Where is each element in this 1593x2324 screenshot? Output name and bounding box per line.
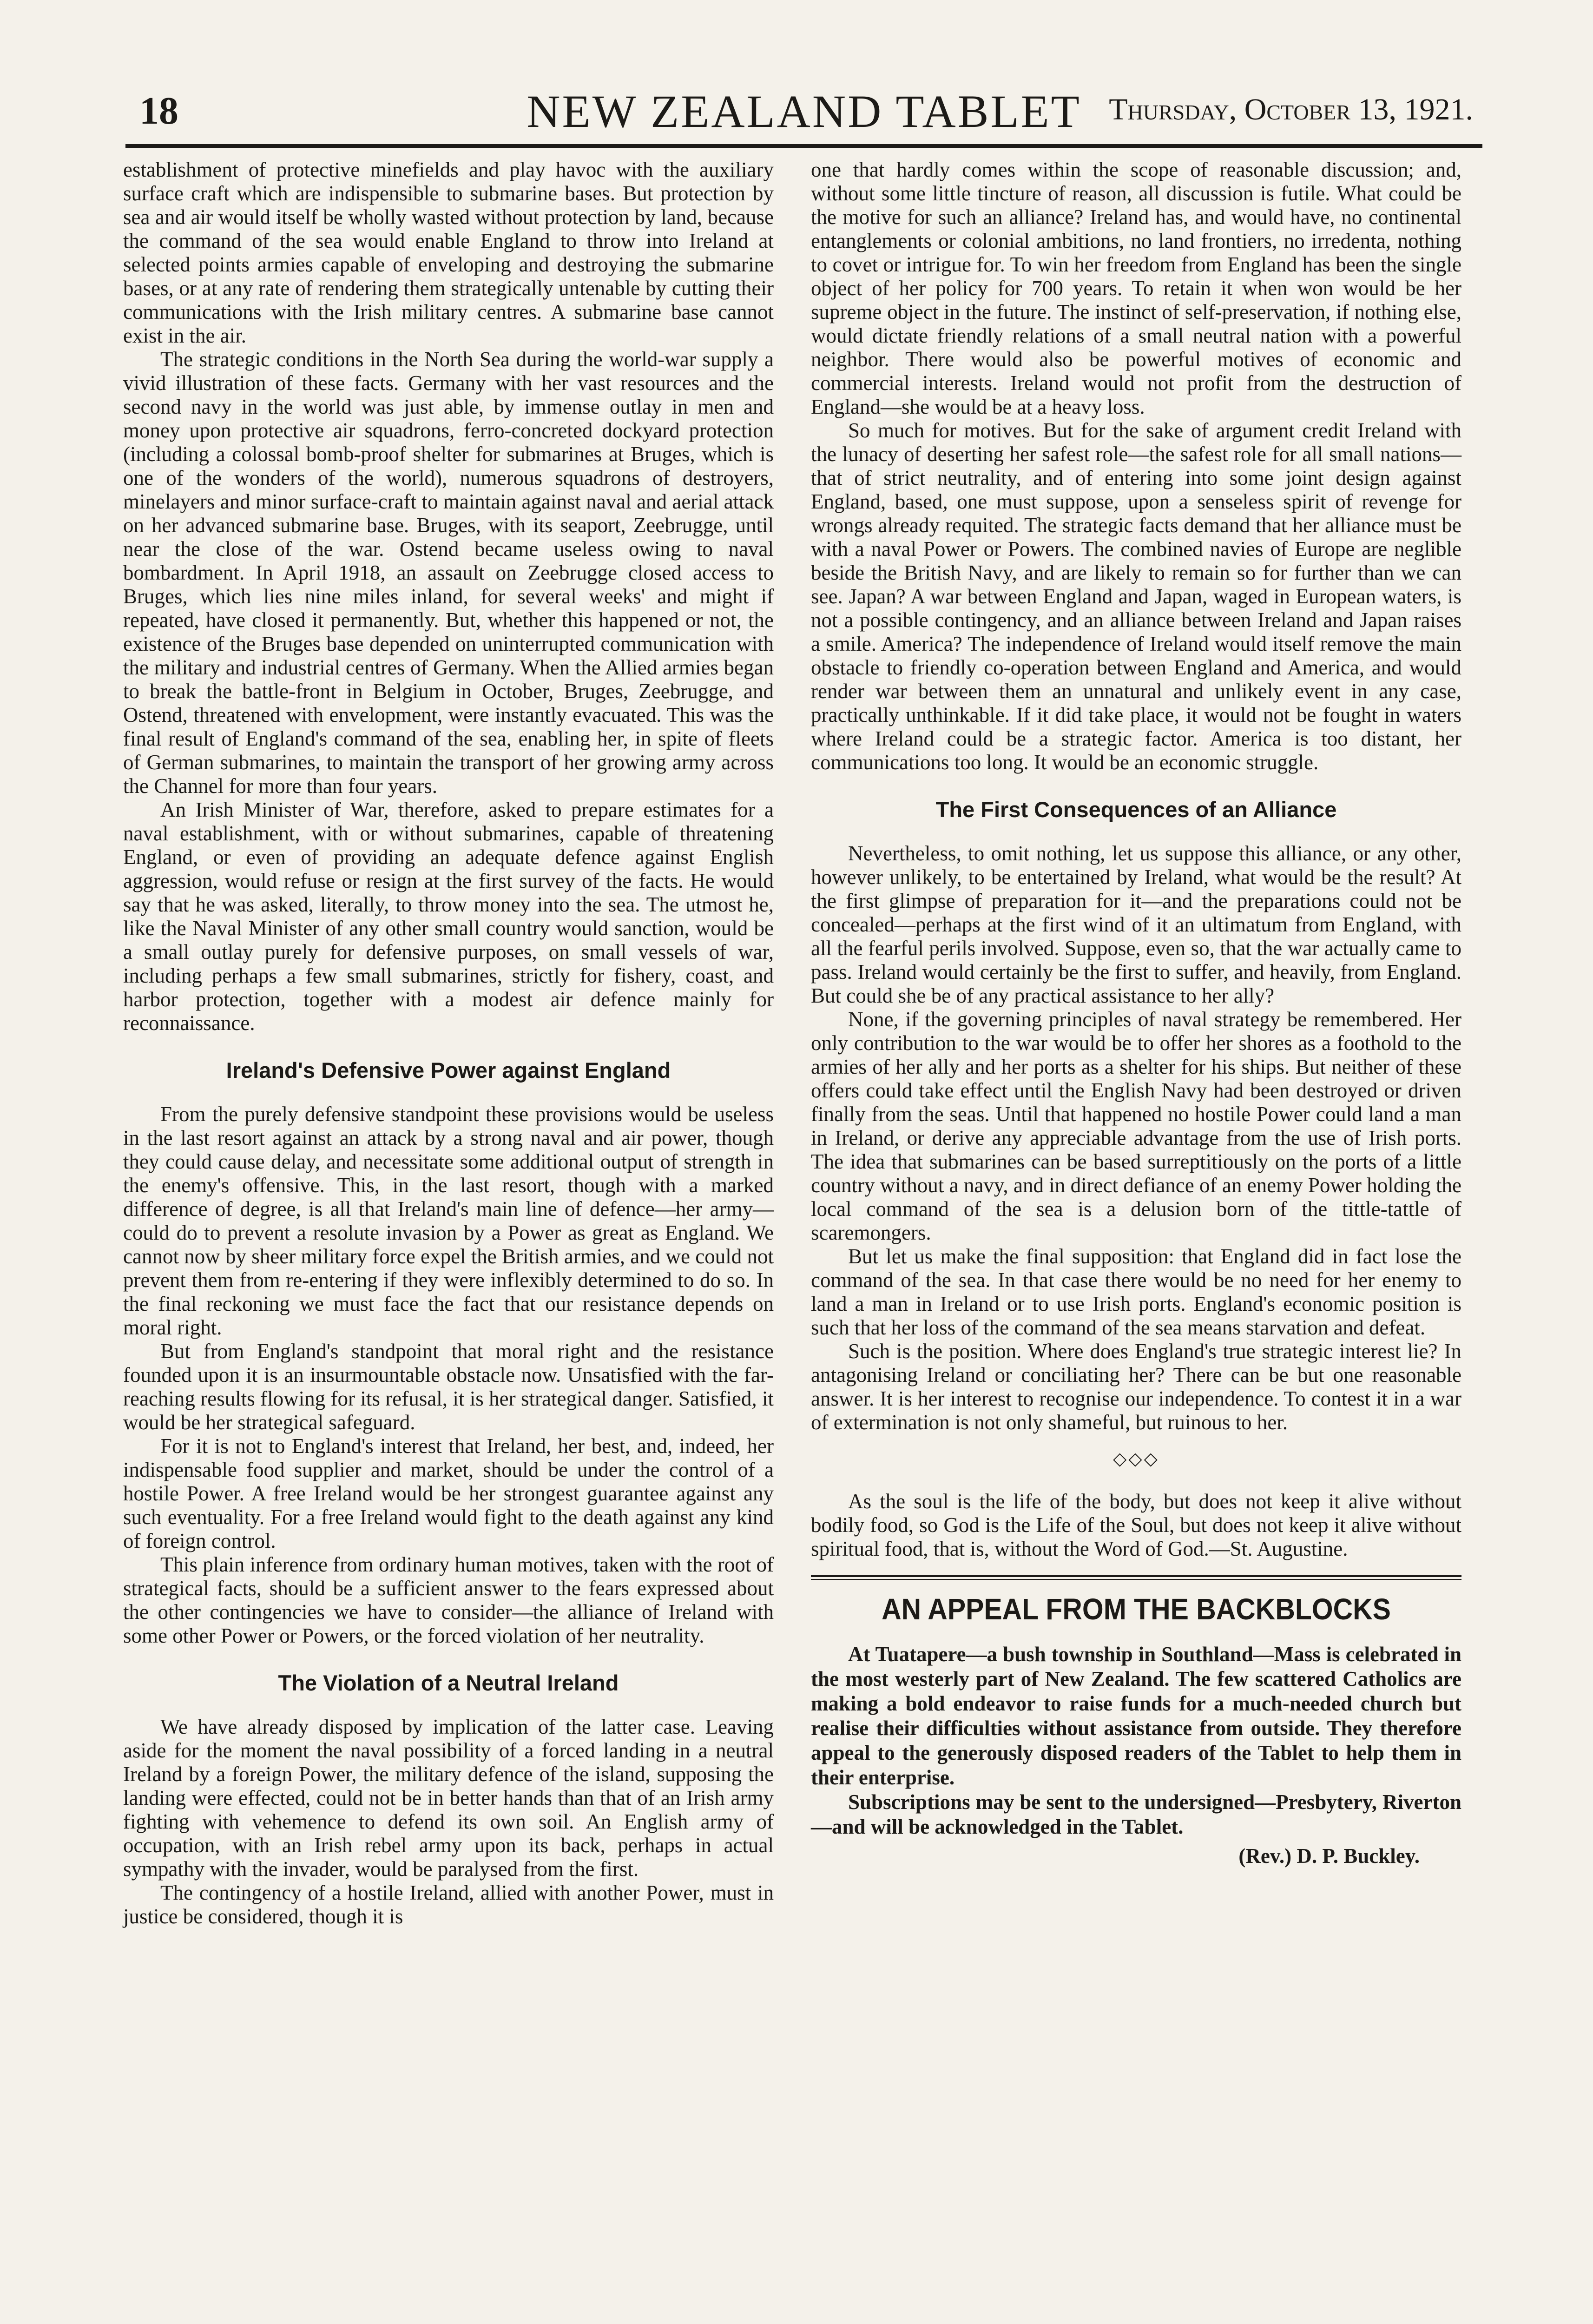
newspaper-title: NEW ZEALAND TABLET [527, 86, 1081, 137]
article-paragraph: But from England's standpoint that moral right and the resistance founded upon it is an insurmountable obstacle now. Unsatisfied with the far-reaching results flowing for its refusal, it is her strategical danger. Satisfied, it would be her strategical safeguard. [123, 1340, 774, 1434]
section-heading: Ireland's Defensive Power against England [226, 1058, 671, 1083]
article-paragraph: Such is the position. Where does England's true strategic interest lie? In antagonising Ireland or conciliating her? There can be but one reasonable answer. It is her interest to recognise our independence. To contest it in a war of extermination is not only shameful, but ruinous to her. [811, 1340, 1461, 1434]
article-paragraph: None, if the governing principles of naval strategy be remembered. Her only contribution to the war would be to offer her shores as a foothold to the armies of her ally and her ports as a shelter for his ships. But neither of these offers could take effect until the English Navy had been destroyed or driven finally from the seas. Until that happened no hostile Power could land a man in Ireland, or derive any appreciable advantage from the use of Irish ports. The idea that submarines can be based surreptitiously on the ports of a little country without a navy, and in direct defiance of an enemy Power holding the local command of the sea is a delusion born of the tittle-tattle of scaremongers. [811, 1008, 1461, 1244]
article-paragraph: Nevertheless, to omit nothing, let us suppose this alliance, or any other, however unlikely, to be entertained by Ireland, what would be the result? At the first glimpse of preparation for it—and the preparations could not be concealed—perhaps at the first wind of it an ultimatum from England, with all the fearful perils involved. Suppose, even so, that the war actually came to pass. Ireland would certainly be the first to suffer, and heavily, from England. But could she be of any practical assistance to her ally? [811, 842, 1461, 1007]
article-paragraph: An Irish Minister of War, therefore, asked to prepare estimates for a naval establishment, with or without submarines, capable of threatening England, or even of providing an adequate defence against English aggression, would refuse or resign at the first survey of the facts. He would say that he was asked, literally, to throw money into the sea. The utmost he, like the Naval Minister of any other small country would sanction, would be a small outlay purely for defensive purposes, on small vessels of war, including perhaps a few small submarines, strictly for fishery, coast, and harbor protection, together with a modest air defence mainly for reconnaissance. [123, 798, 774, 1035]
article-paragraph: establishment of protective minefields and play havoc with the auxiliary surface craft which are indispensible to submarine bases. But protection by sea and air would itself be wholly wasted without protection by land, because the command of the sea would enable England to throw into Ireland at selected points armies capable of enveloping and destroying the submarine bases, or at any rate of rendering them strategically untenable by cutting their communications with the Irish military centres. A submarine base cannot exist in the air. [123, 158, 774, 347]
section-heading: The Violation of a Neutral Ireland [278, 1670, 619, 1695]
article-paragraph: The contingency of a hostile Ireland, allied with another Power, must in justice be considered, though it is [123, 1881, 774, 1928]
issue-date: Thursday, October 13, 1921. [1109, 92, 1473, 126]
ornament-divider: ◇◇◇ [1113, 1449, 1159, 1469]
section-heading: The First Consequences of an Alliance [935, 797, 1337, 822]
right-column [811, 158, 1461, 1868]
article-paragraph: So much for motives. But for the sake of argument credit Ireland with the lunacy of deserting her safest role—the safest role for all small nations—that of strict neutrality, and of entering into some joint design against England, based, one must suppose, upon a senseless spirit of revenge for wrongs already requited. The strategic facts demand that her alliance must be with a naval Power or Powers. The combined navies of Europe are neglible beside the British Navy, and are likely to remain so for further than we can see. Japan? A war between England and Japan, waged in European waters, is not a possible contingency, and an alliance between Ireland and Japan raises a smile. America? The independence of Ireland would itself remove the main obstacle to friendly co-operation between England and America, and would render war between them an unnatural and unlikely event in any case, practically unthinkable. If it did take place, it would not be fought in waters where Ireland could be a strategic factor. America is too distant, her communications too long. It would be an economic struggle. [811, 419, 1461, 774]
appeal-paragraph: At Tuatapere—a bush township in Southland—Mass is celebrated in the most westerly part of New Zealand. The few scattered Catholics are making a bold endeavor to raise funds for a much-needed church but realise their difficulties without assistance from outside. They therefore appeal to the generously disposed readers of the Tablet to help them in their enterprise. [811, 1643, 1461, 1789]
article-paragraph: We have already disposed by implication of the latter case. Leaving aside for the moment the naval possibility of a forced landing in a neutral Ireland by a foreign Power, the military defence of the island, supposing the landing were effected, could not be in better hands than that of an Irish army fighting with vehemence to defend its own soil. An English army of occupation, with an Irish rebel army upon its back, perhaps in actual sympathy with the invader, would be paralysed from the first. [123, 1715, 774, 1881]
masthead [125, 79, 1482, 148]
appeal-rule-thin [811, 1579, 1461, 1580]
quote-text: As the soul is the life of the body, but does not keep it alive without bodily food, so God is the Life of the Soul, but does not keep it alive without spiritual food, that is, without the Word of God.—St. Augustine. [811, 1490, 1461, 1560]
appeal-signature: (Rev.) D. P. Buckley. [1238, 1844, 1420, 1868]
left-column [123, 158, 774, 1928]
page-number: 18 [139, 89, 178, 132]
augustine-quote [811, 1490, 1461, 1561]
appeal-rule-thick [811, 1575, 1461, 1577]
article-paragraph: From the purely defensive standpoint these provisions would be useless in the last resort against an attack by a strong naval and air power, though they could cause delay, and necessitate some additional output of strength in the enemy's offensive. This, in the last resort, though with a marked difference of degree, is all that Ireland's main line of defence—her army—could do to prevent a resolute invasion by a Power as great as England. We cannot now by sheer military force expel the British armies, and we could not prevent them from re-entering if they were inflexibly determined to do so. In the final reckoning we must face the fact that our resistance depends on moral right. [123, 1103, 774, 1339]
article-paragraph: But let us make the final supposition: that England did in fact lose the command of the sea. In that case there would be no need for her enemy to land a man in Ireland or to use Irish ports. England's economic position is such that her loss of the command of the sea means starvation and defeat. [811, 1245, 1461, 1339]
article-paragraph: one that hardly comes within the scope of reasonable discussion; and, without some little tincture of reason, all discussion is futile. What could be the motive for such an alliance? Ireland has, and would have, no continental entanglements or colonial ambitions, no land frontiers, no irredenta, nothing to covet or intrigue for. To win her freedom from England has been the single object of her policy for 700 years. To retain it when won would be her supreme object in the future. The instinct of self-preservation, if nothing else, would dictate friendly relations of a small neutral nation with a powerful neighbor. There would also be powerful motives of economic and commercial interests. Ireland would not profit from the destruction of England—she would be at a heavy loss. [811, 158, 1461, 418]
appeal-title: AN APPEAL FROM THE BACKBLOCKS [882, 1592, 1391, 1626]
appeal-paragraph: Subscriptions may be sent to the undersigned—Presbytery, Riverton—and will be acknowledged in the Tablet. [811, 1790, 1461, 1838]
article-paragraph: For it is not to England's interest that Ireland, her best, and, indeed, her indispensable food supplier and market, should be under the control of a hostile Power. A free Ireland would be her strongest guarantee against any such eventuality. For a free Ireland would fight to the death against any kind of foreign control. [123, 1434, 774, 1552]
appeal-box [811, 1642, 1461, 1839]
article-paragraph: The strategic conditions in the North Sea during the world-war supply a vivid illustration of these facts. Germany with her vast resources and the second navy in the world was just able, by immense outlay in men and money upon protective air squadrons, ferro-concreted dockyard protection (including a colossal bomb-proof shelter for submarines at Bruges, which is one of the wonders of the world), numerous squadrons of destroyers, minelayers and minor surface-craft to maintain against naval and aerial attack on her advanced submarine base. Bruges, with its seaport, Zeebrugge, until near the close of the war. Ostend became useless owing to naval bombardment. In April 1918, an assault on Zeebrugge closed access to Bruges, which lies nine miles inland, for several weeks' and might if repeated, have closed it permanently. But, whether this happened or not, the existence of the Bruges base depended on uninterrupted communication with the military and industrial centres of Germany. When the Allied armies began to break the battle-front in Belgium in October, Bruges, Zeebrugge, and Ostend, threatened with envelopment, were instantly evacuated. This was the final result of England's command of the sea, enabling her, in spite of fleets of German submarines, to maintain the transport of her growing army across the Channel for more than four years. [123, 348, 774, 798]
article-paragraph: This plain inference from ordinary human motives, taken with the root of strategical facts, should be a sufficient answer to the fears expressed about the other contingencies we have to consider—the alliance of Ireland with some other Power or Powers, or the forced violation of her neutrality. [123, 1553, 774, 1647]
